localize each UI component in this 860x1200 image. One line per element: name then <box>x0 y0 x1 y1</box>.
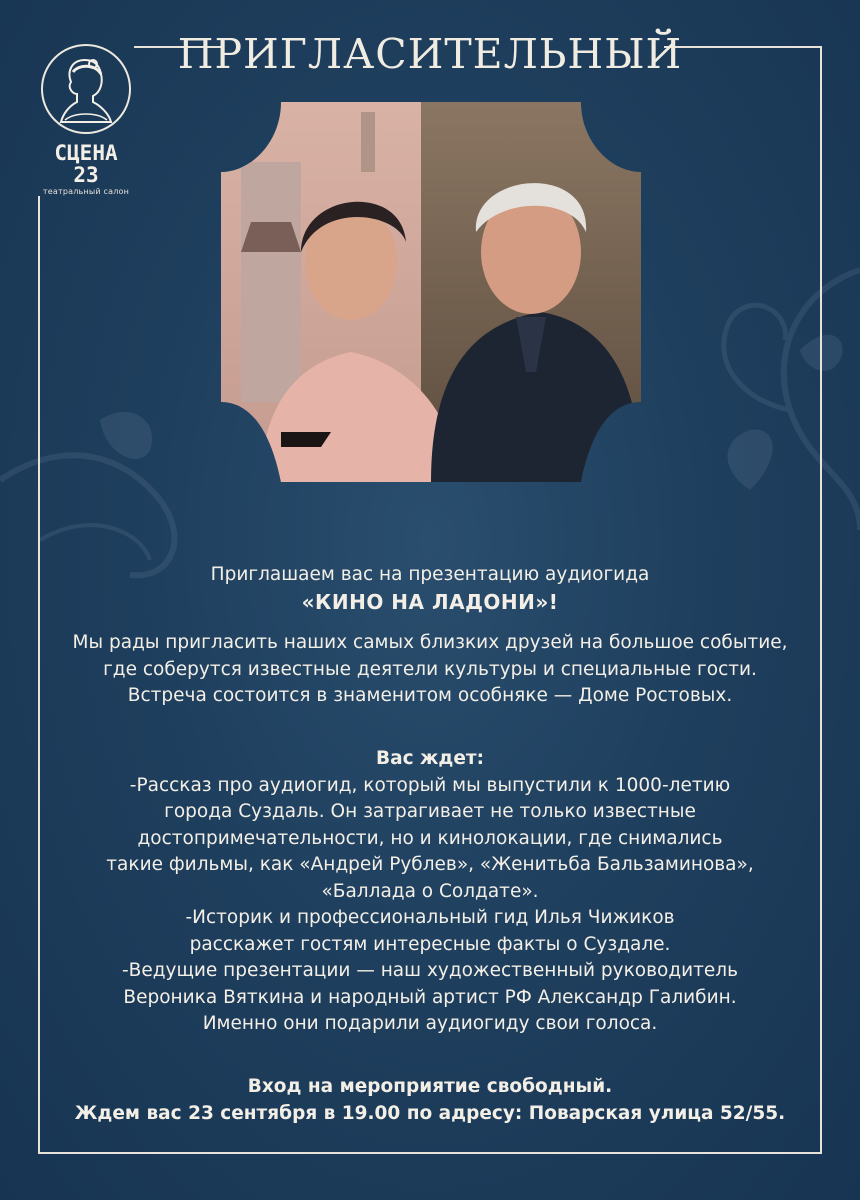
agenda-block <box>30 746 830 1038</box>
agenda-line: достопримечательности, но и кинолокации, где снимались <box>137 827 723 849</box>
logo-name: СЦЕНА 23 <box>54 141 118 187</box>
agenda-line: Именно они подарили аудиогиду свои голоса. <box>202 1013 658 1034</box>
logo-subtitle: театральный салон <box>42 187 130 196</box>
frame-bottom <box>38 1152 822 1154</box>
entry-info: Вход на мероприятие свободный. <box>247 1076 613 1097</box>
footer-block <box>30 1074 830 1127</box>
paragraph-line: Встреча состоится в знаменитом особняке — Доме Ростовых. <box>127 685 733 706</box>
date-address: Ждем вас 23 сентября в 19.00 по адресу: Поварская улица 52/55. <box>74 1102 786 1124</box>
invitation-paragraph <box>20 630 840 710</box>
page-title: ПРИГЛАСИТЕЛЬНЫЙ <box>177 30 683 78</box>
portrait-photo <box>221 102 641 482</box>
agenda-heading: Вас ждет: <box>375 748 484 769</box>
agenda-line: города Суздаль. Он затрагивает не только известные <box>164 801 696 822</box>
paragraph-line: Мы рады пригласить наших самых близких друзей на большое событие, <box>72 632 788 653</box>
agenda-line: -Рассказ про аудиогид, который мы выпустили к 1000-летию <box>129 774 731 796</box>
agenda-line: такие фильмы, как «Андрей Рублев», «Женитьба Бальзаминова», <box>106 854 754 875</box>
agenda-line: -Историк и профессиональный гид Илья Чижиков <box>185 907 675 928</box>
event-title: «КИНО НА ЛАДОНИ»! <box>301 589 559 614</box>
agenda-line: «Баллада о Солдате». <box>321 880 539 902</box>
paragraph-line: где соберутся известные деятели культуры и специальные гости. <box>103 658 757 680</box>
agenda-line: -Ведущие презентации — наш художественный руководитель <box>121 960 739 981</box>
agenda-line: Вероника Вяткина и народный артист РФ Александр Галибин. <box>123 986 737 1008</box>
agenda-line: расскажет гостям интересные факты о Суздале. <box>189 933 671 955</box>
intro-line: Приглашаем вас на презентацию аудиогида <box>210 564 650 585</box>
invitation-intro-block <box>30 562 830 615</box>
